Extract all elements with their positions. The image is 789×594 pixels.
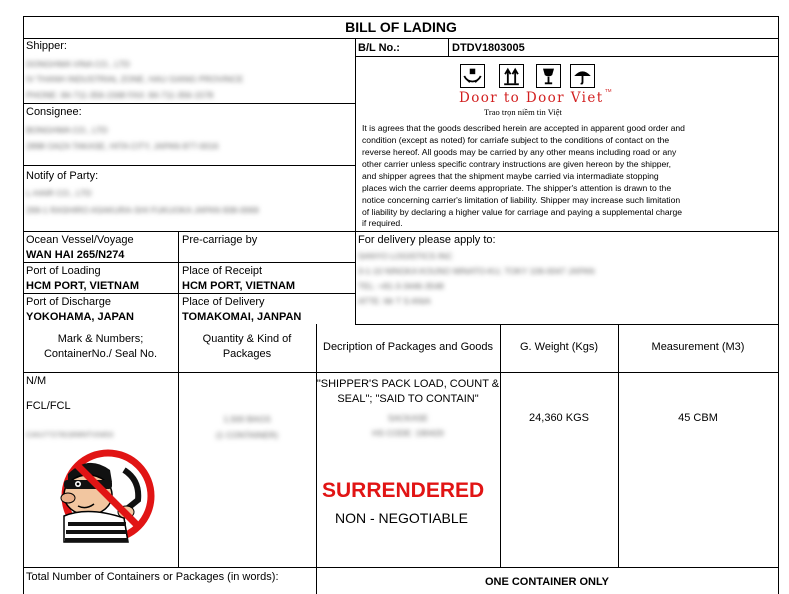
- delivery-apply-line: ATTE: Mr T S ANIA: [358, 296, 431, 306]
- shipper-line: IV THANH INDUSTRIAL ZONE, HAU GIANG PROVINCE: [26, 74, 244, 84]
- terms-line: reverse hereof. All goods may be carried by any other means including road or any: [362, 147, 677, 157]
- delivery-apply-line: TEL: +81-3-3446-3548: [358, 281, 444, 291]
- column-divider: [500, 324, 501, 567]
- border-top: [23, 16, 779, 17]
- rule: [23, 38, 779, 39]
- rule: [23, 567, 779, 568]
- notify-label: Notify of Party:: [26, 170, 99, 182]
- container-number: CAIU7727819/MNTV0453: [26, 430, 114, 439]
- total-label: Total Number of Containers or Packages (in words):: [26, 571, 279, 583]
- terms-line: other carrier unless specific contrary instructions are given hereon by the shipper,: [362, 159, 672, 169]
- notify-line: 269-1 RASHIRO ASAKURA-SHI FUKUOKA JAPAN 838-0069: [26, 205, 259, 215]
- loading-value: HCM PORT, VIETNAM: [26, 280, 140, 292]
- shipper-line: PHONE: 84-711-356-1568 FAX: 84-711-356-1578: [26, 90, 214, 100]
- vessel-label: Ocean Vessel/Voyage: [26, 234, 134, 246]
- marks-value: N/M: [26, 375, 47, 387]
- header-quantity: Packages: [222, 348, 272, 360]
- shipper-line: DONGHWA VINA CO., LTD: [26, 59, 130, 69]
- discharge-value: YOKOHAMA, JAPAN: [26, 311, 134, 323]
- terms-line: It is agrees that the goods described herein are accepted in apparent good order and: [362, 123, 685, 133]
- consignee-label: Consignee:: [26, 106, 82, 118]
- document-title: BILL OF LADING: [345, 19, 457, 35]
- receipt-label: Place of Receipt: [182, 265, 263, 277]
- header-weight: G. Weight (Kgs): [519, 341, 599, 353]
- consignee-line: 2898 OAZA TAKASE, HITA CITY, JAPAN 877-0016: [26, 141, 219, 151]
- terms-line: places wich the carrier deems appropriate. The shipper's attention is drawn to the: [362, 183, 672, 193]
- rule: [23, 165, 355, 166]
- header-description: Decription of Packages and Goods: [323, 341, 493, 353]
- shipper-label: Shipper:: [26, 40, 67, 52]
- description-line: SEAL"; "SAID TO CONTAIN": [337, 393, 479, 405]
- description-line: "SHIPPER'S PACK LOAD, COUNT &: [316, 378, 500, 390]
- column-divider: [448, 38, 449, 56]
- rule: [355, 56, 779, 57]
- keep-dry-umbrella-icon: [570, 64, 595, 88]
- delivery-apply-line: SANYO LOGISTICS INC: [358, 251, 453, 261]
- description-goods: SACKASE: [387, 413, 429, 423]
- this-way-up-icon: [499, 64, 524, 88]
- rule: [23, 231, 779, 232]
- discharge-label: Port of Discharge: [26, 296, 111, 308]
- terms-line: and shipper agrees that the shipment maybe carried via intermadiate stopping: [362, 171, 659, 181]
- brand-slogan: Trao trọn niềm tin Việt: [484, 107, 562, 117]
- vessel-value: WAN HAI 265/N274: [26, 249, 125, 261]
- bl-number: DTDV1803005: [452, 42, 525, 54]
- header-quantity: Quantity & Kind of: [202, 333, 292, 345]
- rule: [23, 262, 355, 263]
- quantity-value: (1 CONTAINER): [215, 430, 279, 440]
- terms-line: if required.: [362, 218, 403, 228]
- header-measurement: Measurement (M3): [651, 341, 745, 353]
- rule: [23, 293, 355, 294]
- trademark: TM: [605, 88, 612, 93]
- terms-line: condition (except as noted) for carriafe subject to the conditions of contact on the: [362, 135, 670, 145]
- measurement-value: 45 CBM: [678, 412, 718, 424]
- description-hs-code: HS CODE: 190420: [372, 428, 444, 438]
- loading-label: Port of Loading: [26, 265, 101, 277]
- delivery-place-label: Place of Delivery: [182, 296, 265, 308]
- terms-line: notice concerning carrier's limitation of liability. Shipper may increase such limitation: [362, 195, 681, 205]
- border-left: [23, 16, 24, 594]
- notify-line: L-HAIR CO., LTD: [26, 188, 92, 198]
- non-negotiable-text: NON - NEGOTIABLE: [335, 510, 469, 526]
- header-marks: ContainerNo./ Seal No.: [43, 348, 158, 360]
- surrendered-stamp: SURRENDERED: [322, 479, 485, 502]
- consignee-line: BONGHWA CO., LTD: [26, 125, 108, 135]
- delivery-place-value: TOMAKOMAI, JANPAN: [182, 311, 302, 323]
- receipt-value: HCM PORT, VIETNAM: [182, 280, 296, 292]
- handle-with-care-icon: [460, 64, 485, 88]
- terms-line: of liability by declaring a higher value for carriage and paying a supplemental charge: [362, 207, 683, 217]
- precarriage-label: Pre-carriage by: [182, 234, 258, 246]
- quantity-value: 1,500 BAGS: [223, 414, 271, 424]
- bl-label: B/L No.:: [358, 42, 400, 54]
- weight-value: 24,360 KGS: [529, 412, 589, 424]
- header-marks: Mark & Numbers;: [57, 333, 144, 345]
- total-value: ONE CONTAINER ONLY: [484, 576, 610, 588]
- marks-value: FCL/FCL: [26, 400, 71, 412]
- rule: [23, 103, 355, 104]
- column-divider: [316, 324, 317, 594]
- column-divider: [355, 38, 356, 325]
- border-right: [778, 16, 779, 594]
- brand-name: Door to Door Viet: [459, 90, 604, 106]
- fragile-glass-icon: [536, 64, 561, 88]
- rule: [355, 324, 779, 325]
- no-thief-icon: [28, 440, 163, 550]
- column-divider: [618, 324, 619, 567]
- delivery-apply-line: 3-1-10 NINGKA KOUNO MINATO-KU, TOKY 106-0047 JAPAN: [358, 266, 595, 276]
- delivery-apply-label: For delivery please apply to:: [358, 234, 496, 246]
- rule: [23, 372, 779, 373]
- column-divider: [178, 231, 179, 567]
